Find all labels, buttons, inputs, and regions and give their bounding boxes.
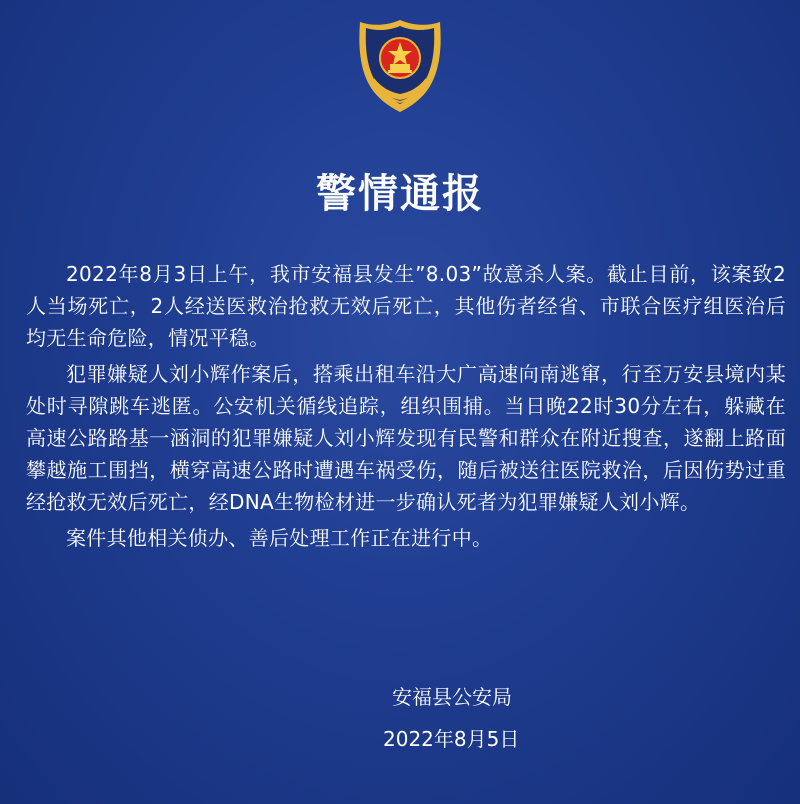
issuing-agency: 安福县公安局 [392, 685, 512, 709]
paragraph: 2022年8月3日上午，我市安福县发生”8.03”故意杀人案。截止目前，该案致2人当场死亡，2人经送医救治抢救无效后死亡，其他伤者经省、市联合医疗组医治后均无生命危险，情况平稳。 [26, 262, 786, 350]
page-title: 警情通报 [316, 171, 484, 217]
paragraph: 犯罪嫌疑人刘小辉作案后，搭乘出租车沿大广高速向南逃窜，行至万安县境内某处时寻隙跳车逃匿。公安机关循线追踪，组织围捕。当日晚22时30分左右，躲藏在高速公路路基一涵洞的犯罪嫌疑人刘小辉发现有民警和群众在附近搜查，遂翻上路面攀越施工围挡，横穿高速公路时遭遇车祸受伤，随后被送往医院救治，后因伤势过重经抢救无效后死亡，经DNA生物检材进一步确认死者为犯罪嫌疑人刘小辉。 [26, 362, 786, 514]
paragraph: 案件其他相关侦办、善后处理工作正在进行中。 [66, 526, 493, 550]
issue-date: 2022年8月5日 [383, 727, 520, 751]
police-emblem-icon [356, 18, 444, 114]
notice-body [26, 258, 786, 558]
